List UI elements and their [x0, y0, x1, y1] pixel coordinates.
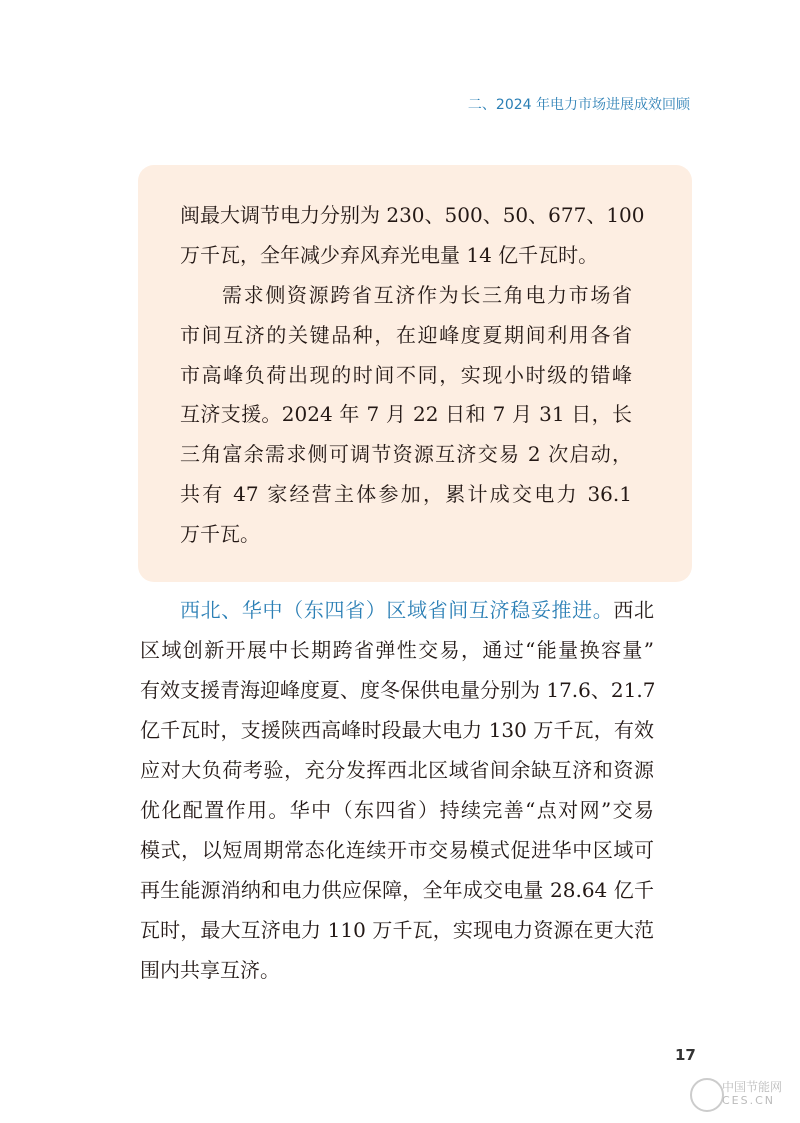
paragraph-first-line: [180, 598, 654, 622]
paragraph-line: 模式，以短周期常态化连续开市交易模式促进华中区域可: [140, 838, 654, 862]
watermark-domain: CES.CN: [722, 1094, 776, 1107]
paragraph-line: 应对大负荷考验，充分发挥西北区域省间余缺互济和资源: [140, 758, 654, 782]
box-line: 需求侧资源跨省互济作为长三角电力市场省: [222, 283, 632, 307]
paragraph-line: 瓦时，最大互济电力 110 万千瓦，实现电力资源在更大范: [140, 918, 654, 942]
paragraph-heading: 西北、华中（东四省）区域省间互济稳妥推进。: [180, 598, 614, 622]
box-line: 市高峰负荷出现的时间不同，实现小时级的错峰: [180, 363, 632, 387]
paragraph-line: 再生能源消纳和电力供应保障，全年成交电量 28.64 亿千: [140, 878, 654, 902]
paragraph-line: 有效支援青海迎峰度夏、度冬保供电量分别为 17.6、21.7: [140, 678, 656, 702]
watermark-name: 中国节能网: [722, 1080, 783, 1094]
box-line: 万千瓦。: [180, 522, 260, 546]
box-line: 市间互济的关键品种，在迎峰度夏期间利用各省: [180, 323, 632, 347]
paragraph-line: 区域创新开展中长期跨省弹性交易，通过“能量换容量”: [140, 638, 654, 662]
box-line: 闽最大调节电力分别为 230、500、50、677、100: [180, 203, 645, 227]
box-line: 三角富余需求侧可调节资源互济交易 2 次启动，: [180, 442, 632, 466]
paragraph-text: 西北: [613, 598, 655, 622]
box-line: 万千瓦，全年减少弃风弃光电量 14 亿千瓦时。: [180, 243, 599, 267]
box-line: 共有 47 家经营主体参加，累计成交电力 36.1: [180, 482, 632, 506]
box-line: 互济支援。2024 年 7 月 22 日和 7 月 31 日，长: [180, 402, 632, 426]
paragraph-line: 优化配置作用。华中（东四省）持续完善“点对网”交易: [140, 798, 654, 822]
page-number: 17: [675, 1046, 696, 1064]
section-header: 二、2024 年电力市场进展成效回顾: [467, 97, 690, 113]
paragraph-line: 围内共享互济。: [140, 958, 280, 982]
paragraph-line: 亿千瓦时，支援陕西高峰时段最大电力 130 万千瓦，有效: [140, 718, 654, 742]
watermark-logo-icon: [690, 1078, 724, 1112]
